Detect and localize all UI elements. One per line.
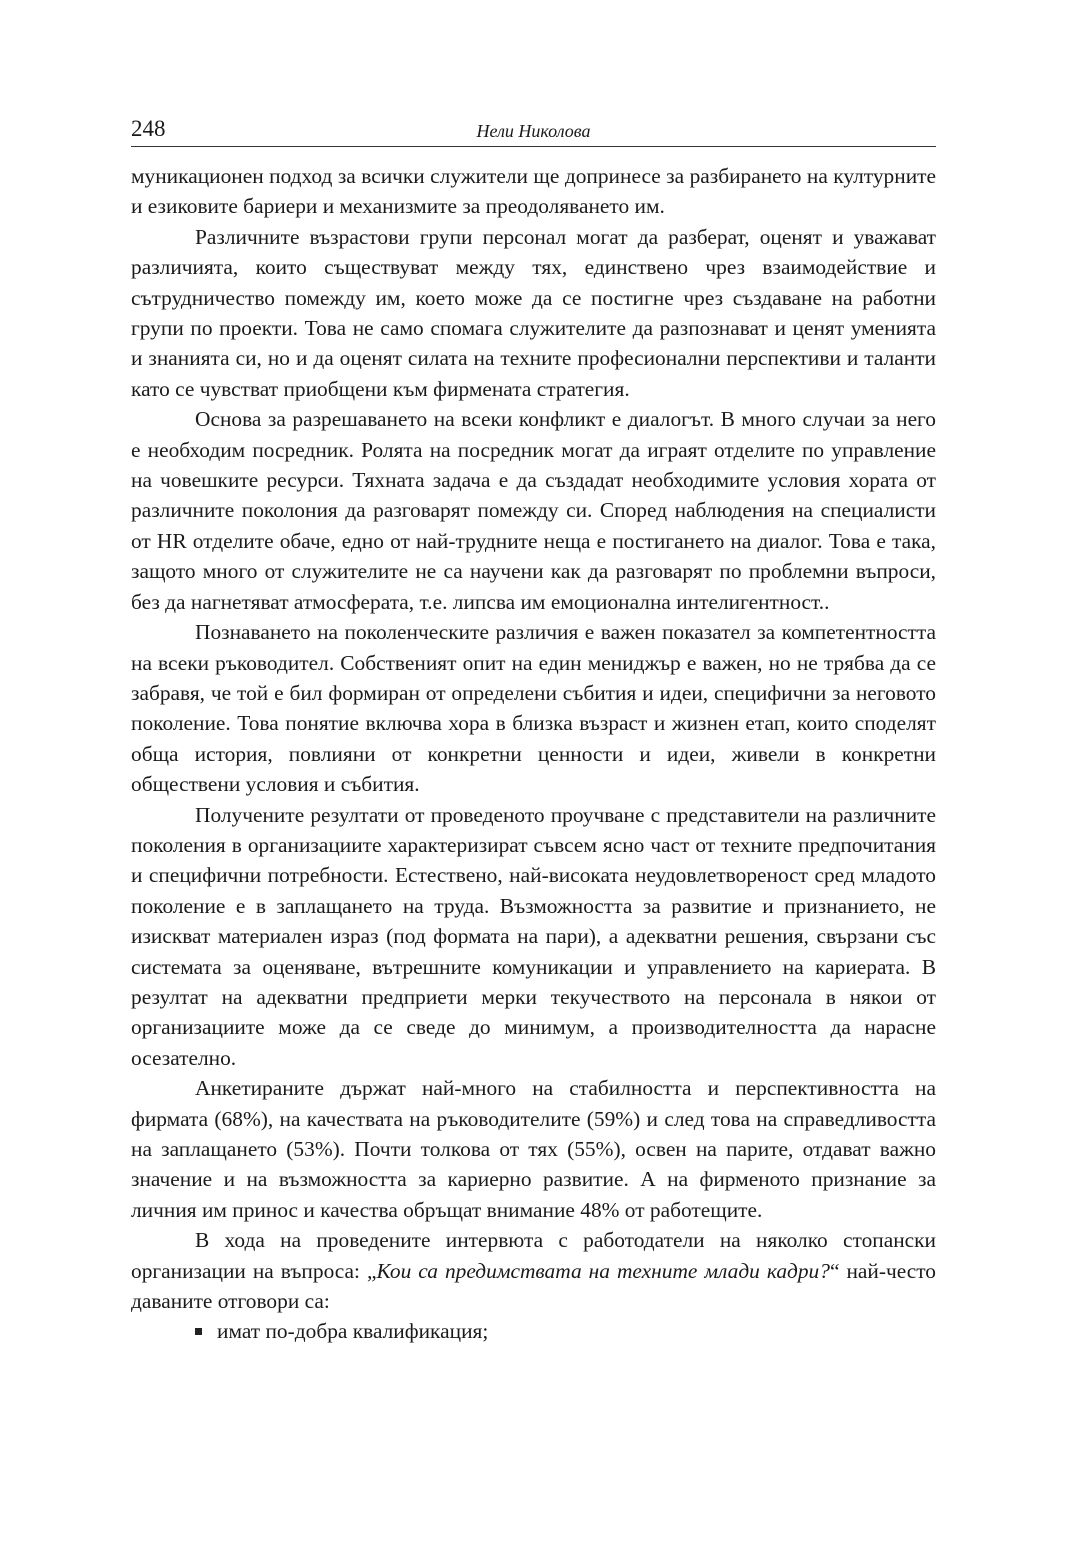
paragraph-interviews	[131, 1225, 936, 1316]
body-text	[131, 161, 936, 1347]
paragraph-dialogue: Основа за разрешаването на всеки конфликт е диалогът. В много случаи за него е необходим посредник. Ролята на посредник могат да играят отделите по управление на човешките ресурси. Тяхната задача е да създадат необходимите условия хората от различните поколония да разговарят помежду си. Според наблюдения на специалисти от HR отделите обаче, едно от най-трудните неща е постигането на диалог. Това е така, защото много от служителите не са научени как да разговарят по проблемни въпроси, без да нагнетяват атмосферата, т.е. липсва им емоционална интелигентност..	[131, 407, 936, 614]
paragraph-survey-results: Получените резултати от проведеното проучване с представители на различните поколения в организациите характеризират съвсем ясно част от техните предпочитания и специфични потребности. Естествено, най-високата неудовлетвореност сред младото поколение е в заплащането на труда. Възможността за развитие и признанието, не изискват материален израз (под формата на пари), а адекватни решения, свързани със системата за оценяване, вътрешните комуникации и управлението на кариерата. В резултат на адекватни предприети мерки текучеството на персонала в някои от организациите може да се сведе до минимум, а производителността да нарасне осезателно.	[131, 802, 936, 1070]
paragraph-age-groups: Различните възрастови групи персонал могат да разберат, оценят и уважават различията, които съществуват между тях, единствено чрез взаимодействие и сътрудничество помежду им, което може да се постигне чрез създаване на работни групи по проекти. Това не само спомага служителите да разпознават и ценят уменията и знанията си, но и да оценят силата на техните професионални перспективи и таланти като се чувстват приобщени към фирмената стратегия.	[131, 224, 936, 401]
paragraph-generational-differences: Познаването на поколенческите различия е важен показател за компетентността на всеки ръководител. Собственият опит на един мениджър е важен, но не трябва да се забравя, че той е бил формиран от определени събития и идеи, специфични за неговото поколение. Това понятие включва хора в близка възраст и жизнен етап, които споделят обща история, повлияни от конкретни ценности и идеи, живели в конкретни обществени условия и събития.	[131, 620, 936, 797]
list-item	[195, 1316, 936, 1346]
paragraph-continuation: муникационен подход за всички служители ще допринесе за разбирането на културните и езиковите бариери и механизмите за преодоляването им.	[131, 164, 936, 219]
list-item-text: имат по-добра квалификация;	[217, 1319, 489, 1344]
square-bullet-icon	[195, 1328, 202, 1335]
answers-list	[131, 1316, 936, 1346]
running-title: Нели Николова	[476, 121, 591, 141]
interviews-text-before: В хода на проведените интервюта с работодатели на няколко стопански организации на въпроса: „	[131, 1228, 936, 1283]
running-header	[131, 112, 936, 147]
page-number: 248	[131, 116, 166, 141]
interviews-text-after: “ най-често даваните отговори са:	[131, 1258, 936, 1314]
paragraph-respondents: Анкетираните държат най-много на стабилността и перспективността на фирмата (68%), на качествата на ръководителите (59%) и след това на справедливостта на заплащането (53%). Почти толкова от тях (55%), освен на парите, отдават важно значение и на възможността за кариерно развитие. А на фирменото признание за личния им принос и качества обръщат внимание 48% от работещите.	[131, 1076, 936, 1222]
interview-question: Кои са предимствата на техните млади кадри?	[376, 1258, 830, 1283]
page	[131, 112, 936, 1347]
